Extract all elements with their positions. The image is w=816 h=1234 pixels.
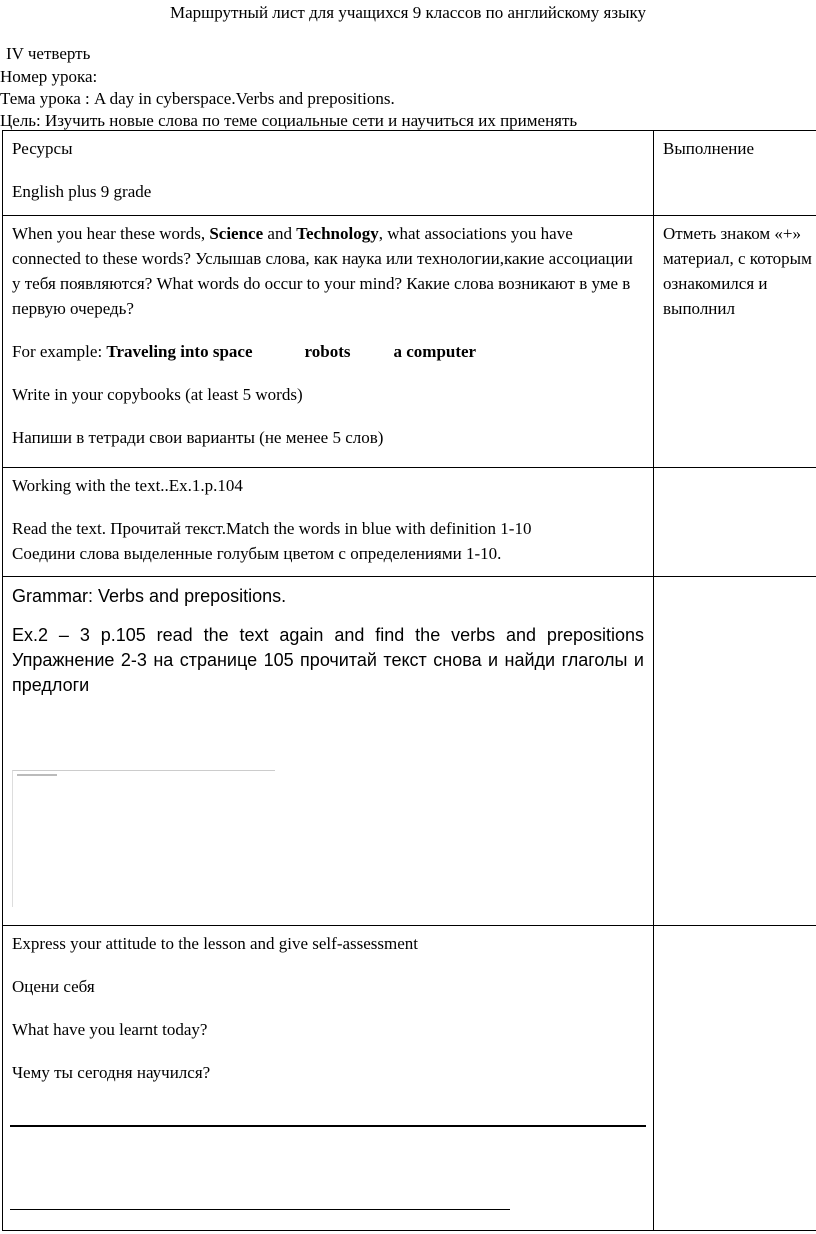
grammar-text bbox=[12, 623, 644, 698]
example-label: For example: bbox=[12, 342, 107, 361]
task4-line2: Оцени себя bbox=[12, 977, 95, 996]
grammar-text-en: Ex.2 – 3 p.105 read the text again and find the verbs and prepositions bbox=[12, 625, 644, 645]
task1-cell bbox=[3, 216, 654, 468]
task2-cell bbox=[3, 468, 654, 577]
task1-examples bbox=[12, 339, 644, 364]
lesson-topic: Тема урока : A day in cyberspace.Verbs and prepositions. bbox=[0, 89, 395, 108]
task4-line1: Express your attitude to the lesson and give self-assessment bbox=[12, 934, 419, 953]
grammar-text-ru: Упражнение 2-3 на странице 105 прочитай текст снова и найди глаголы и предлоги bbox=[12, 650, 644, 695]
completion-header: Выполнение bbox=[663, 139, 755, 158]
task4-line3: What have you learnt today? bbox=[12, 1020, 208, 1039]
task1-question-start: When you hear these words, bbox=[12, 224, 210, 243]
task1-write-ru: Напиши в тетради свои варианты (не менее 5 слов) bbox=[12, 428, 384, 447]
resources-header: Ресурсы bbox=[12, 139, 73, 158]
resources-cell bbox=[3, 131, 654, 216]
task1-completion-cell bbox=[654, 216, 816, 468]
mark-note: Отметь знаком «+» материал, с которым ознакомился и выполнил bbox=[663, 224, 812, 318]
table-row bbox=[3, 131, 816, 216]
lesson-goal: Цель: Изучить новые слова по теме социальные сети и научиться их применять bbox=[0, 111, 578, 130]
table-row bbox=[3, 216, 816, 468]
task1-question-and: and bbox=[263, 224, 297, 243]
quarter-label: IV четверть bbox=[6, 44, 91, 63]
table-row bbox=[3, 577, 816, 926]
example-3: a computer bbox=[393, 342, 477, 361]
resources-value: English plus 9 grade bbox=[12, 182, 152, 201]
task4-completion-cell bbox=[654, 926, 816, 1231]
word-science: Science bbox=[209, 224, 264, 243]
table-row bbox=[3, 468, 816, 577]
task1-question-end: , what associations you have connected to these words? Услышав слова, как наука или технологии,какие ассоциации у тебя появляются? What words do occur to your mind? Какие слова возникают в уме в первую очередь? bbox=[12, 224, 633, 318]
worksheet-title: Маршрутный лист для учащихся 9 классов по английскому языку bbox=[169, 3, 647, 22]
task1-write-en: Write in your copybooks (at least 5 words) bbox=[12, 385, 303, 404]
task1-question bbox=[12, 221, 644, 321]
word-technology: Technology bbox=[296, 224, 379, 243]
embedded-image-placeholder bbox=[12, 770, 275, 907]
task2-completion-cell bbox=[654, 468, 816, 577]
task2-line1: Working with the text..Ex.1.p.104 bbox=[12, 476, 243, 495]
example-1: Traveling into space bbox=[106, 342, 253, 361]
grammar-title: Grammar: Verbs and prepositions. bbox=[12, 586, 287, 606]
task3-completion-cell bbox=[654, 577, 816, 926]
answer-line-thick bbox=[10, 1125, 646, 1127]
completion-header-cell bbox=[654, 131, 816, 216]
embedded-image-caption-mark bbox=[17, 774, 57, 776]
table-row bbox=[3, 926, 816, 1231]
task4-cell bbox=[3, 926, 654, 1231]
route-sheet-table bbox=[2, 130, 816, 1231]
example-2: robots bbox=[304, 342, 351, 361]
task2-line3: Соедини слова выделенные голубым цветом с определениями 1-10. bbox=[12, 544, 502, 563]
task4-line4: Чему ты сегодня научился? bbox=[12, 1063, 211, 1082]
task3-cell bbox=[3, 577, 654, 926]
lesson-number-label: Номер урока: bbox=[0, 67, 98, 86]
task2-line2: Read the text. Прочитай текст.Match the words in blue with definition 1-10 bbox=[12, 519, 532, 538]
answer-line-thin bbox=[10, 1209, 510, 1210]
